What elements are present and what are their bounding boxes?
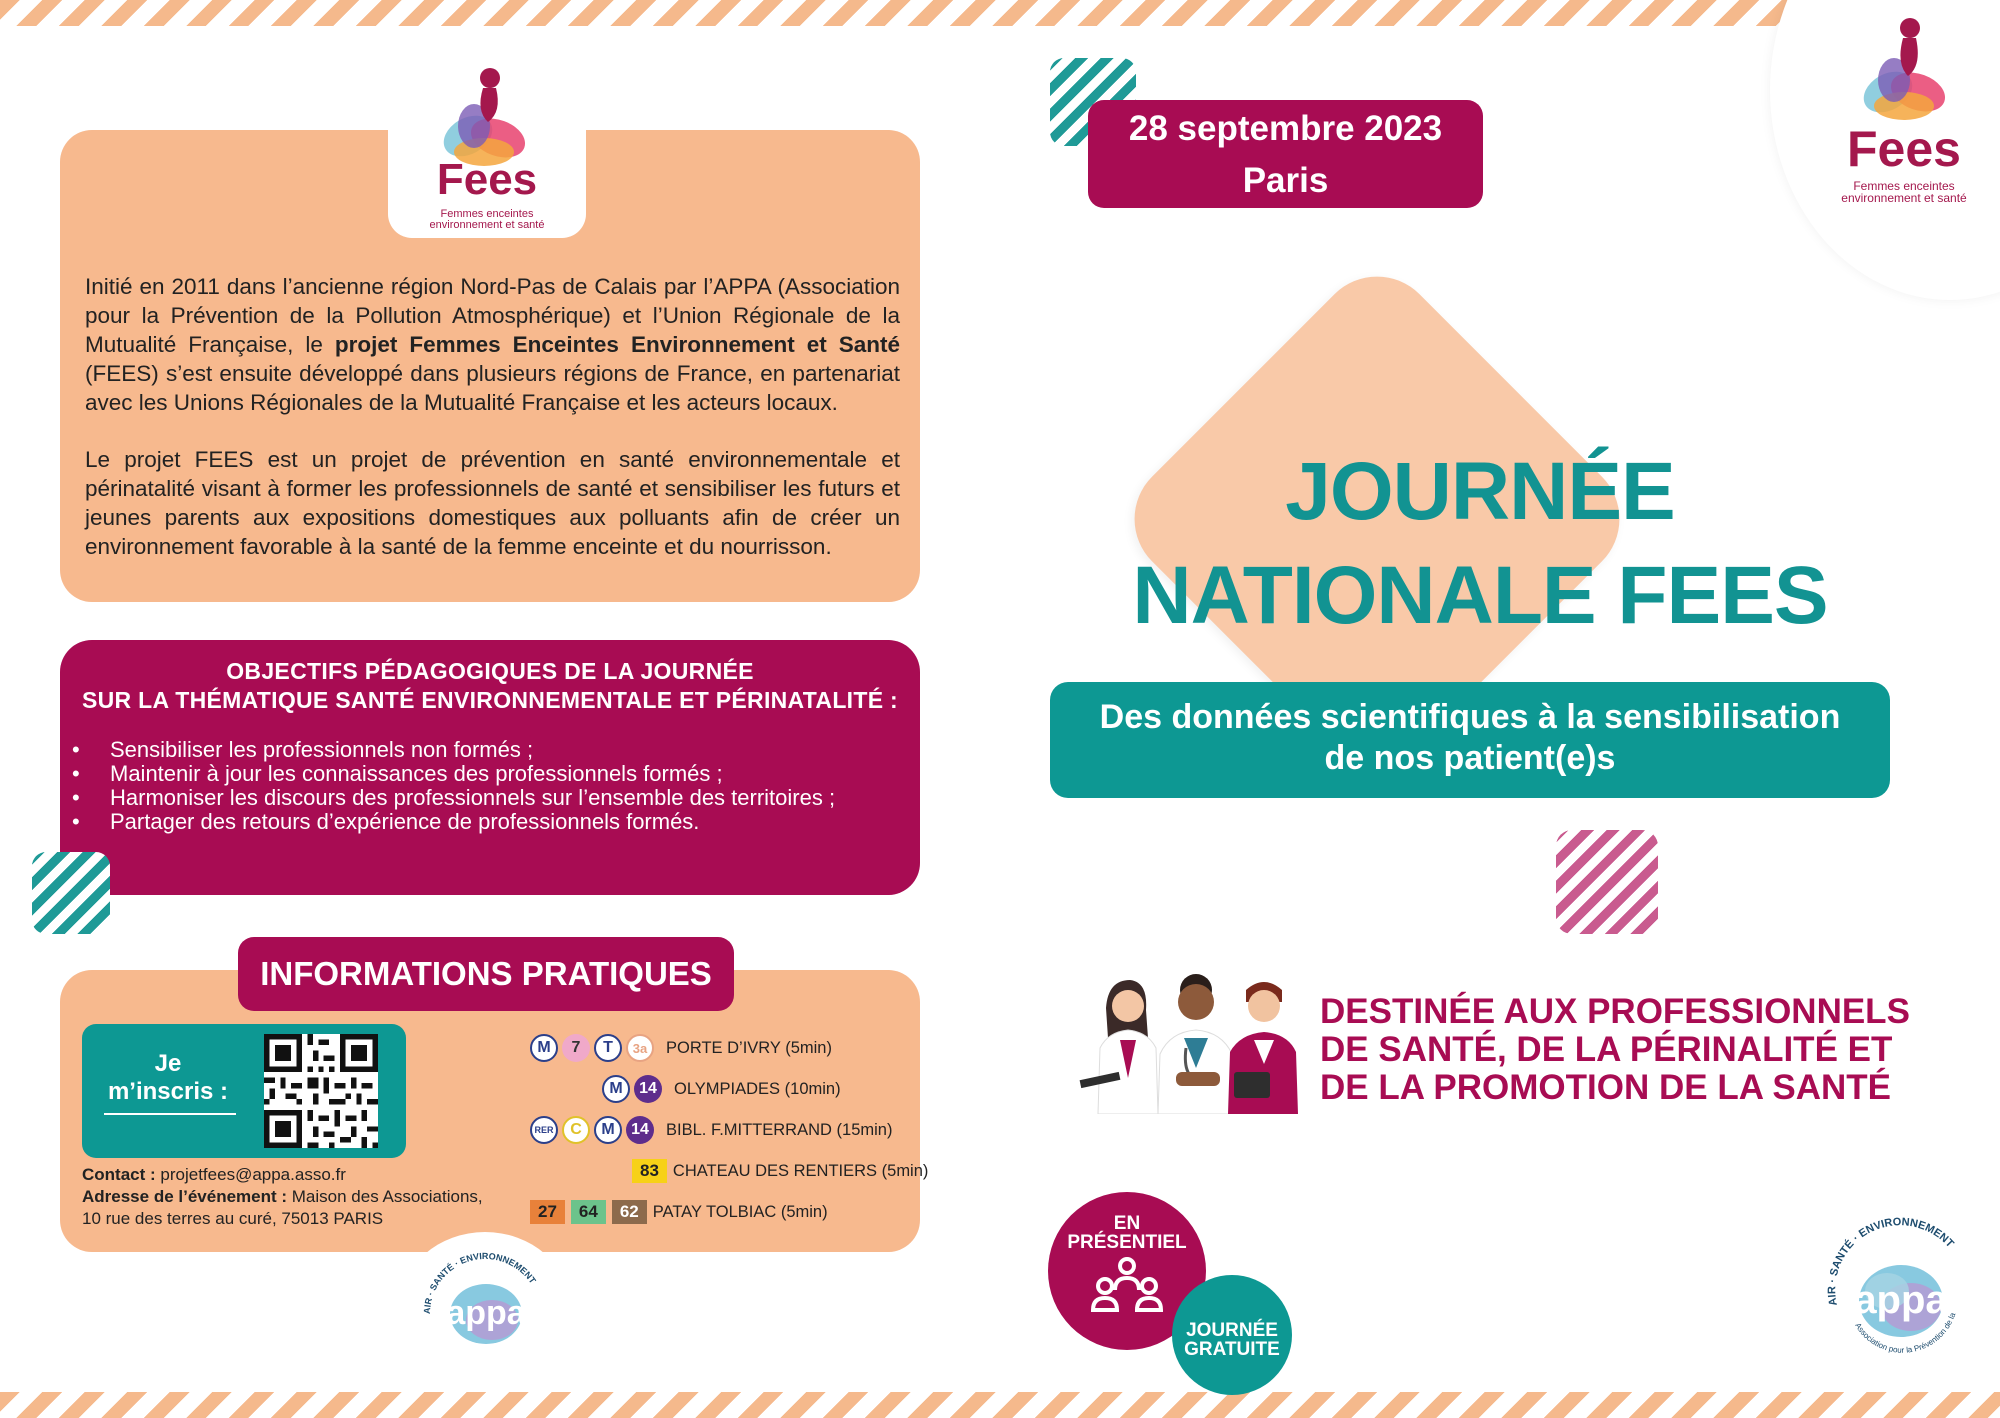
intro-paragraph-2: Le projet FEES est un projet de prévention en santé environnementale et périnatalité visant à former les professionnels de santé et sensibiliser les futurs et jeunes parents aux expositions domestiques aux polluants afin de créer un environnement favorable à la santé de la femme enceinte et du nourrisson. — [85, 447, 900, 559]
transit-row-porte-divry — [530, 1033, 832, 1063]
appa-logo-icon — [1815, 1205, 1985, 1375]
fees-flower-icon — [388, 56, 586, 166]
intro-text — [85, 272, 900, 589]
objectives-title: OBJECTIFS PÉDAGOGIQUES DE LA JOURNÉE SUR LA THÉMATIQUE SANTÉ ENVIRONNEMENTALE ET PÉRINATALITÉ : — [81, 658, 898, 713]
bus-83-badge: 83 — [632, 1159, 667, 1183]
transit-stop-label: OLYMPIADES (10min) — [674, 1079, 841, 1098]
list-item: • Harmoniser les discours des professionnels sur l’ensemble des territoires ; — [72, 786, 912, 810]
fees-logo-top-left — [388, 56, 586, 238]
doctors-illustration-icon — [1078, 968, 1306, 1114]
metro-icon: M — [602, 1075, 630, 1103]
appa-logo-left — [400, 1232, 570, 1382]
in-person-badge: EN PRÉSENTIEL — [1048, 1192, 1206, 1350]
appa-logo-right — [1815, 1205, 1985, 1375]
bus-64-badge: 64 — [571, 1200, 606, 1224]
appa-logo-icon — [400, 1232, 570, 1382]
bus-62-badge: 62 — [612, 1200, 647, 1224]
fees-logo-subtitle-1: Femmes enceintes — [1853, 179, 1955, 193]
svg-text:AIR · SANTÉ · ENVIRONNEMENT: AIR · SANTÉ · ENVIRONNEMENT — [1826, 1216, 1956, 1307]
transit-stop-label: CHATEAU DES RENTIERS (5min) — [672, 1161, 929, 1180]
fees-logo-word: Fees — [1847, 121, 1961, 177]
registration-underline — [104, 1113, 236, 1115]
health-professionals-illustration — [1078, 968, 1306, 1114]
address-line-2: 10 rue des terres au curé, 75013 PARIS — [82, 1209, 384, 1228]
contact-email[interactable]: projetfees@appa.asso.fr — [160, 1165, 346, 1184]
transit-stop-label: PORTE D’IVRY (5min) — [666, 1038, 832, 1057]
transit-row-olympiades — [602, 1074, 841, 1104]
fees-logo-subtitle-2: environnement et santé — [429, 219, 545, 231]
bus-27-badge: 27 — [530, 1200, 565, 1224]
fees-logo-word: Fees — [436, 155, 538, 204]
line-c-badge: C — [562, 1116, 590, 1144]
fees-flower-icon — [1808, 6, 2000, 124]
address-line: Adresse de l’événement : Maison des Associations, — [82, 1187, 483, 1206]
hatch-decoration-left — [32, 852, 110, 934]
svg-text:AIR · SANTÉ · ENVIRONNEMENT: AIR · SANTÉ · ENVIRONNEMENT — [421, 1250, 538, 1315]
line-3a-badge: 3a — [626, 1034, 654, 1062]
fees-logo-subtitle-2: environnement et santé — [1841, 191, 1967, 205]
line-7-badge: 7 — [562, 1034, 590, 1062]
event-title: JOURNÉE NATIONALE FEES — [1132, 446, 1828, 641]
list-item: • Partager des retours d’expérience de professionnels formés. — [72, 810, 912, 834]
event-date-box — [1088, 100, 1483, 208]
contact-block — [82, 1164, 522, 1230]
event-subtitle: Des données scientifiques à la sensibilisation de nos patient(e)s — [1050, 682, 1890, 798]
tram-icon: T — [594, 1034, 622, 1062]
event-city: Paris — [1242, 161, 1329, 200]
rer-icon: RER — [530, 1116, 558, 1144]
registration-qr-code[interactable] — [264, 1034, 378, 1148]
intro-paragraph-1: Initié en 2011 dans l’ancienne région Nord-Pas de Calais par l’APPA (Association pour la Prévention de la Pollution Atmosphérique) et l’Union Régionale de la Mutualité Française, le projet Femmes Enceintes Environnement et Santé (FEES) s’est ensuite développé dans plusieurs régions de France, en partenariat avec les Unions Régionales de la Mutualité Française et les acteurs locaux. — [85, 274, 900, 415]
objectives-list — [72, 738, 912, 834]
event-date: 28 septembre 2023 — [1128, 109, 1443, 148]
fees-logo-top-right — [1808, 6, 2000, 206]
transit-stop-label: PATAY TOLBIAC (5min) — [652, 1202, 828, 1221]
practical-info-title: INFORMATIONS PRATIQUES — [238, 937, 734, 1011]
fees-logo-subtitle-1: Femmes enceintes — [440, 208, 534, 220]
registration-label[interactable]: Je m’inscris : — [107, 1050, 229, 1105]
svg-text:Association pour la Prévention: Association pour la Prévention de la — [1853, 1311, 1958, 1355]
line-14-badge: 14 — [634, 1075, 662, 1103]
target-audience: DESTINÉE AUX PROFESSIONNELS DE SANTÉ, DE LA PÉRINALITÉ ET DE LA PROMOTION DE LA SANTÉ — [1320, 992, 1910, 1107]
list-item: • Sensibiliser les professionnels non formés ; — [72, 738, 912, 762]
transit-row-bibl-mitterrand — [530, 1115, 892, 1145]
transit-row-chateau-rentiers — [632, 1156, 928, 1186]
line-14-badge: 14 — [626, 1116, 654, 1144]
transit-stop-label: BIBL. F.MITTERRAND (15min) — [666, 1120, 893, 1139]
hatch-decoration-right — [1556, 830, 1658, 934]
bottom-stripe-border — [0, 1392, 2000, 1418]
list-item: • Maintenir à jour les connaissances des professionnels formés ; — [72, 762, 912, 786]
top-stripe-border — [0, 0, 2000, 26]
metro-icon: M — [530, 1034, 558, 1062]
transit-row-patay-tolbiac — [530, 1197, 828, 1227]
metro-icon: M — [594, 1116, 622, 1144]
svg-text:appa: appa — [446, 1294, 526, 1332]
qr-code-icon — [264, 1034, 378, 1148]
contact-line: Contact : projetfees@appa.asso.fr — [82, 1165, 346, 1184]
free-event-badge: JOURNÉE GRATUITE — [1172, 1275, 1292, 1395]
svg-text:appa: appa — [1854, 1278, 1948, 1322]
people-group-icon — [1087, 1254, 1167, 1314]
